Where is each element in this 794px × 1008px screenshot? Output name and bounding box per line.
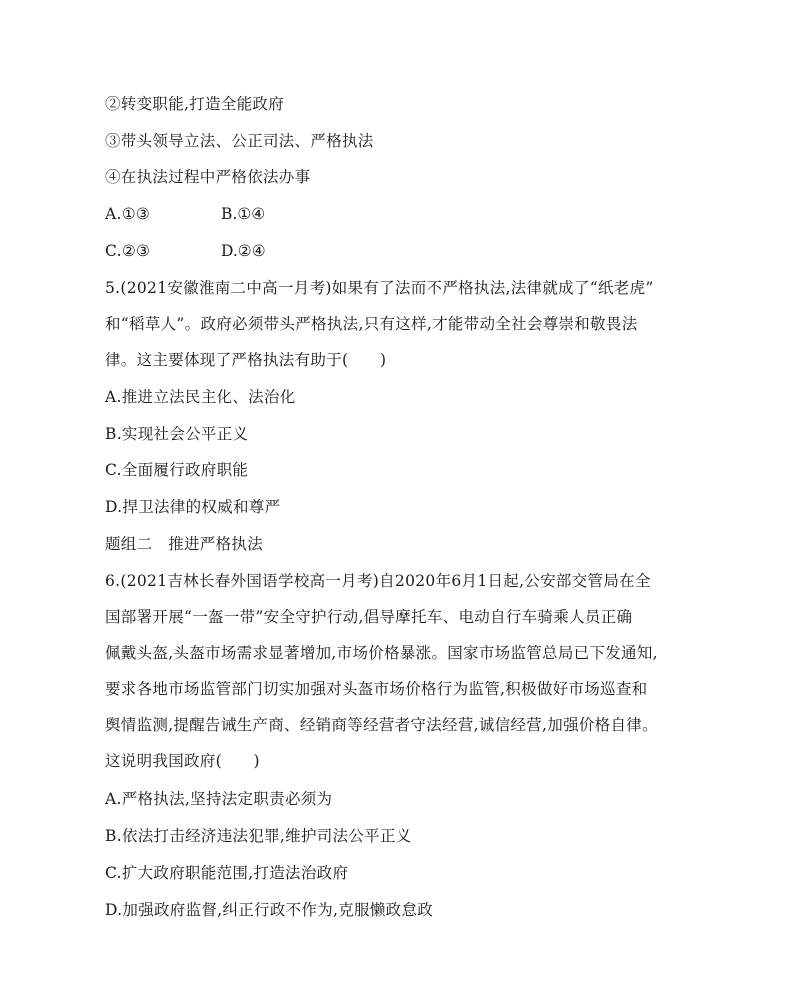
q5-stem-line-1: 5.(2021安徽淮南二中高一月考)如果有了法而不严格执法,法律就成了“纸老虎” [105,279,654,297]
q6-stem-line-1: 6.(2021吉林长春外国语学校高一月考)自2020年6月1日起,公安部交管局在全 [105,572,651,590]
q6-option-c: C.扩大政府职能范围,打造法治政府 [105,864,349,882]
q6-stem-line-4: 要求各地市场监管部门切实加强对头盔市场价格行为监管,积极做好市场巡查和 [105,680,648,698]
prev-option-b: B.①④ [221,205,266,223]
q6-stem-line-2: 国部署开展“一盔一带”安全守护行动,倡导摩托车、电动自行车骑乘人员正确 [105,608,633,626]
q6-stem-line-5: 舆情监测,提醒告诫生产商、经销商等经营者守法经营,诚信经营,加强价格自律。 [105,716,658,734]
q5-option-b: B.实现社会公平正义 [105,425,249,443]
statement-4: ④在执法过程中严格依法办事 [105,168,311,186]
section-heading: 题组二 推进严格执法 [105,535,264,553]
q6-option-b: B.依法打击经济违法犯罪,维护司法公平正义 [105,827,412,845]
prev-option-c: C.②③ [105,242,151,260]
statement-3: ③带头领导立法、公正司法、严格执法 [105,132,374,150]
statement-2: ②转变职能,打造全能政府 [105,95,285,113]
q6-stem-line-3: 佩戴头盔,头盔市场需求显著增加,市场价格暴涨。国家市场监管总局已下发通知, [105,644,658,662]
q6-option-a: A.严格执法,坚持法定职责必须为 [105,790,333,808]
q6-stem-line-6: 这说明我国政府( ) [105,752,260,770]
q5-stem-line-2: 和“稻草人”。政府必须带头严格执法,只有这样,才能带动全社会尊崇和敬畏法 [105,315,638,333]
prev-option-d: D.②④ [221,242,266,260]
q5-stem-line-3: 律。这主要体现了严格执法有助于( ) [105,351,387,369]
q6-option-d: D.加强政府监督,纠正行政不作为,克服懒政怠政 [105,901,434,919]
prev-option-a: A.①③ [105,205,151,223]
q5-option-d: D.捍卫法律的权威和尊严 [105,498,281,516]
q5-option-a: A.推进立法民主化、法治化 [105,388,296,406]
q5-option-c: C.全面履行政府职能 [105,461,249,479]
